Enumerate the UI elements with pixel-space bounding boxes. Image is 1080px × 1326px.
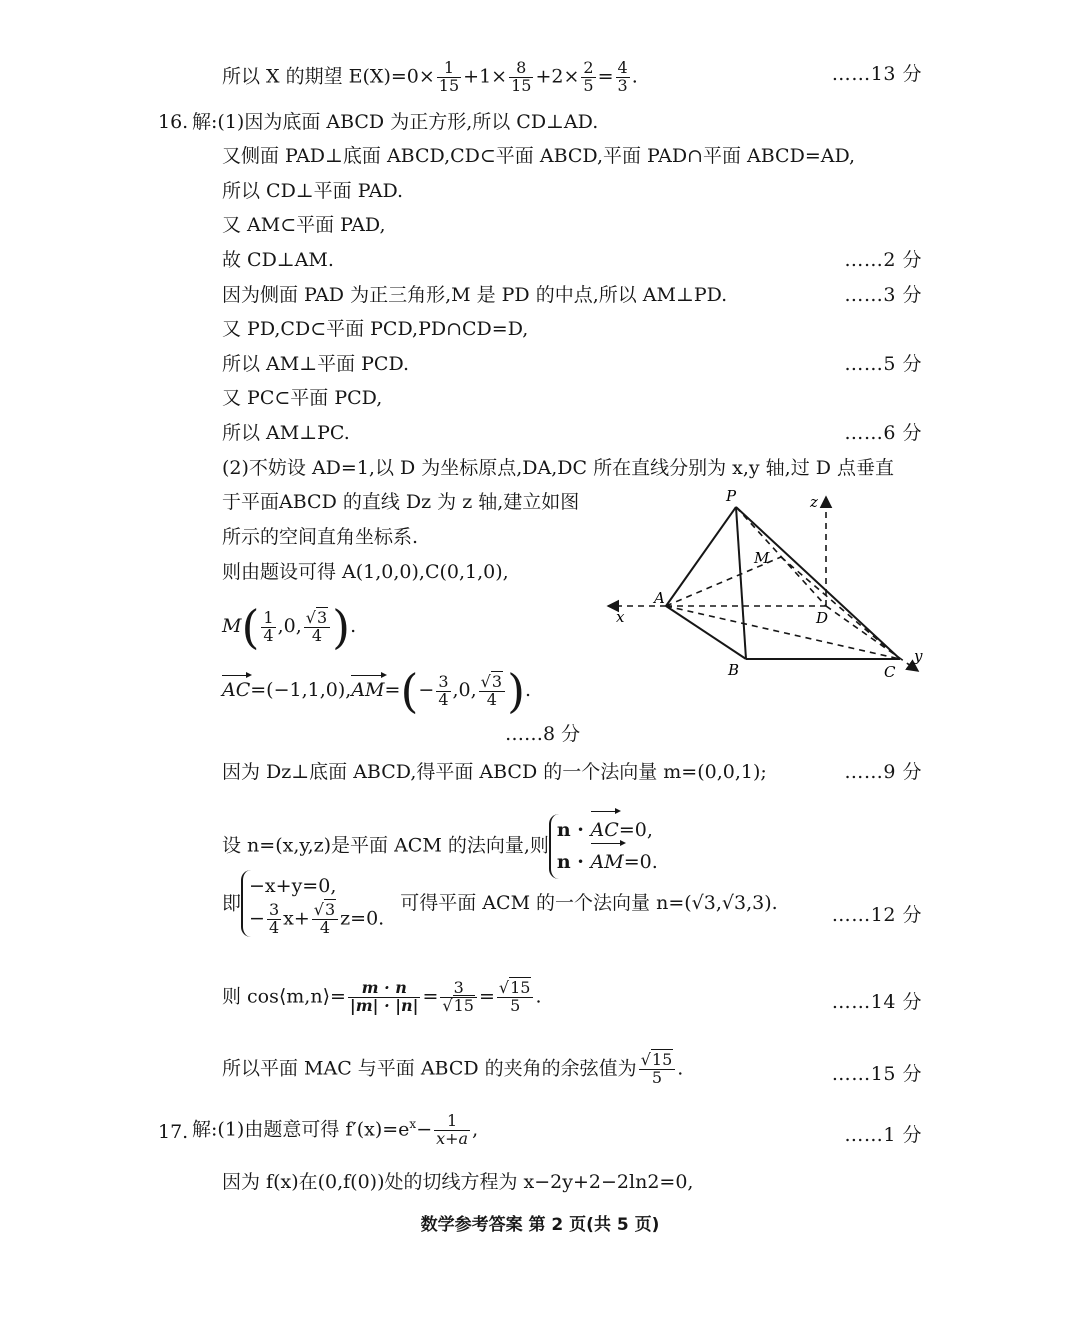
q17-line-2: 因为 f(x)在(0,f(0))处的切线方程为 x−2y+2−2ln2=0,	[222, 1171, 694, 1193]
label-z: z	[810, 493, 818, 511]
label-m: M	[754, 549, 770, 567]
fraction: $\frac{2}{5}$	[583, 58, 594, 95]
score-label: ……5 分	[844, 353, 922, 375]
q16-normal-abcd: 因为 Dz⊥底面 ABCD,得平面 ABCD 的一个法向量 m=(0,0,1);	[222, 761, 767, 783]
fraction: $\frac{1}{15}$	[438, 58, 460, 95]
expectation-line: 所以 X 的期望 E(X)=0× $\frac{1}{15}$ +1× $\frac{8}{15}$ +2× $\frac{2}{5}$ = $\frac{4}{3}$ .	[222, 58, 638, 95]
q17-line-1: 解:(1)由题意可得 $f'(x)=e^x-$ $\frac{1}{x+a}$ ,	[192, 1111, 479, 1148]
q16-line-11: (2)不妨设 AD=1,以 D 为坐标原点,DA,DC 所在直线分别为 x,y 轴,过 D 点垂直	[222, 457, 895, 479]
fraction: $\frac{8}{15}$	[511, 58, 532, 95]
q16-conclusion: 所以平面 MAC 与平面 ABCD 的夹角的余弦值为 $\frac{√15}{5}$ .	[222, 1050, 684, 1087]
q16-line-1: 解:(1)因为底面 ABCD 为正方形,所以 CD⊥AD.	[192, 111, 599, 133]
q16-line-5: 故 CD⊥AM.	[222, 249, 334, 271]
label-p: P	[726, 487, 737, 505]
question-16-number: 16.	[158, 111, 189, 133]
score-label: ……9 分	[844, 761, 922, 783]
q16-line-7: 又 PD,CD⊂平面 PCD,PD∩CD=D,	[222, 318, 529, 340]
score-label: ……15 分	[831, 1063, 922, 1085]
expectation-prefix: 所以 X 的期望 E(X)=0×	[222, 65, 435, 88]
q16-line-6: 因为侧面 PAD 为正三角形,M 是 PD 的中点,所以 AM⊥PD.	[222, 284, 728, 306]
q16-line-9: 又 PC⊂平面 PCD,	[222, 387, 383, 409]
edge-pd	[736, 507, 826, 606]
score-label: ……8 分	[505, 723, 581, 745]
edge-ab	[666, 606, 746, 659]
page-footer: 数学参考答案 第 2 页(共 5 页)	[420, 1215, 660, 1235]
q16-normal-acm-setup: 设 n=(x,y,z)是平面 ACM 的法向量,则 n · AC=0, n · AM=0.	[222, 814, 658, 879]
q16-line-4: 又 AM⊂平面 PAD,	[222, 214, 386, 236]
q16-system-solve: 即 −x+y=0, − $\frac{3}{4}$ x+ $\frac{√3}{4}$ z=0. 可得平面 ACM 的一个法向量 n=(√3,√3,3).	[222, 870, 778, 937]
fraction: $\frac{4}{3}$	[617, 58, 628, 95]
q16-line-13: 所示的空间直角坐标系.	[222, 526, 419, 548]
question-17-number: 17.	[158, 1121, 189, 1143]
vector-ac-am: AC=(−1,1,0),AM=(− $\frac{3}{4}$ ,0, $\frac{√3}{4}$ ).	[222, 664, 532, 718]
edge-ac	[666, 606, 900, 659]
score-label: ……6 分	[844, 422, 922, 444]
y-axis	[826, 606, 918, 671]
label-y: y	[914, 647, 923, 665]
label-c: C	[884, 663, 896, 681]
score-label: ……13 分	[831, 63, 922, 85]
score-label: ……14 分	[831, 991, 922, 1013]
q16-line-14: 则由题设可得 A(1,0,0),C(0,1,0),	[222, 561, 509, 583]
edge-pb	[736, 507, 746, 659]
label-b: B	[728, 661, 740, 679]
equation-system: −x+y=0, − $\frac{3}{4}$ x+ $\frac{√3}{4}$ z=0.	[241, 870, 384, 937]
q16-line-3: 所以 CD⊥平面 PAD.	[222, 180, 404, 202]
score-label: ……12 分	[831, 904, 922, 926]
q16-cosine: 则 cos⟨m,n⟩= $\frac{m \cdot n}{|m| \cdot |n|}$ = $\frac{3}{√15}$ = $\frac{√15}{5}$ .	[222, 978, 542, 1015]
label-a: A	[654, 589, 665, 607]
label-x: x	[616, 608, 625, 626]
point-m-coordinates: M( $\frac{1}{4}$ ,0, $\frac{√3}{4}$ ).	[222, 600, 357, 654]
pyramid-figure	[600, 485, 930, 685]
equation-system: n · AC=0, n · AM=0.	[549, 814, 658, 879]
edge-pc	[736, 507, 900, 659]
q16-line-12: 于平面ABCD 的直线 Dz 为 z 轴,建立如图	[222, 491, 580, 513]
q16-line-8: 所以 AM⊥平面 PCD.	[222, 353, 410, 375]
edge-mc	[781, 557, 900, 659]
score-label: ……3 分	[844, 284, 922, 306]
q16-line-2: 又侧面 PAD⊥底面 ABCD,CD⊂平面 ABCD,平面 PAD∩平面 ABCD=AD,	[222, 145, 856, 167]
label-d: D	[816, 609, 829, 627]
score-label: ……2 分	[844, 249, 922, 271]
score-label: ……1 分	[844, 1124, 922, 1146]
q16-line-10: 所以 AM⊥PC.	[222, 422, 350, 444]
